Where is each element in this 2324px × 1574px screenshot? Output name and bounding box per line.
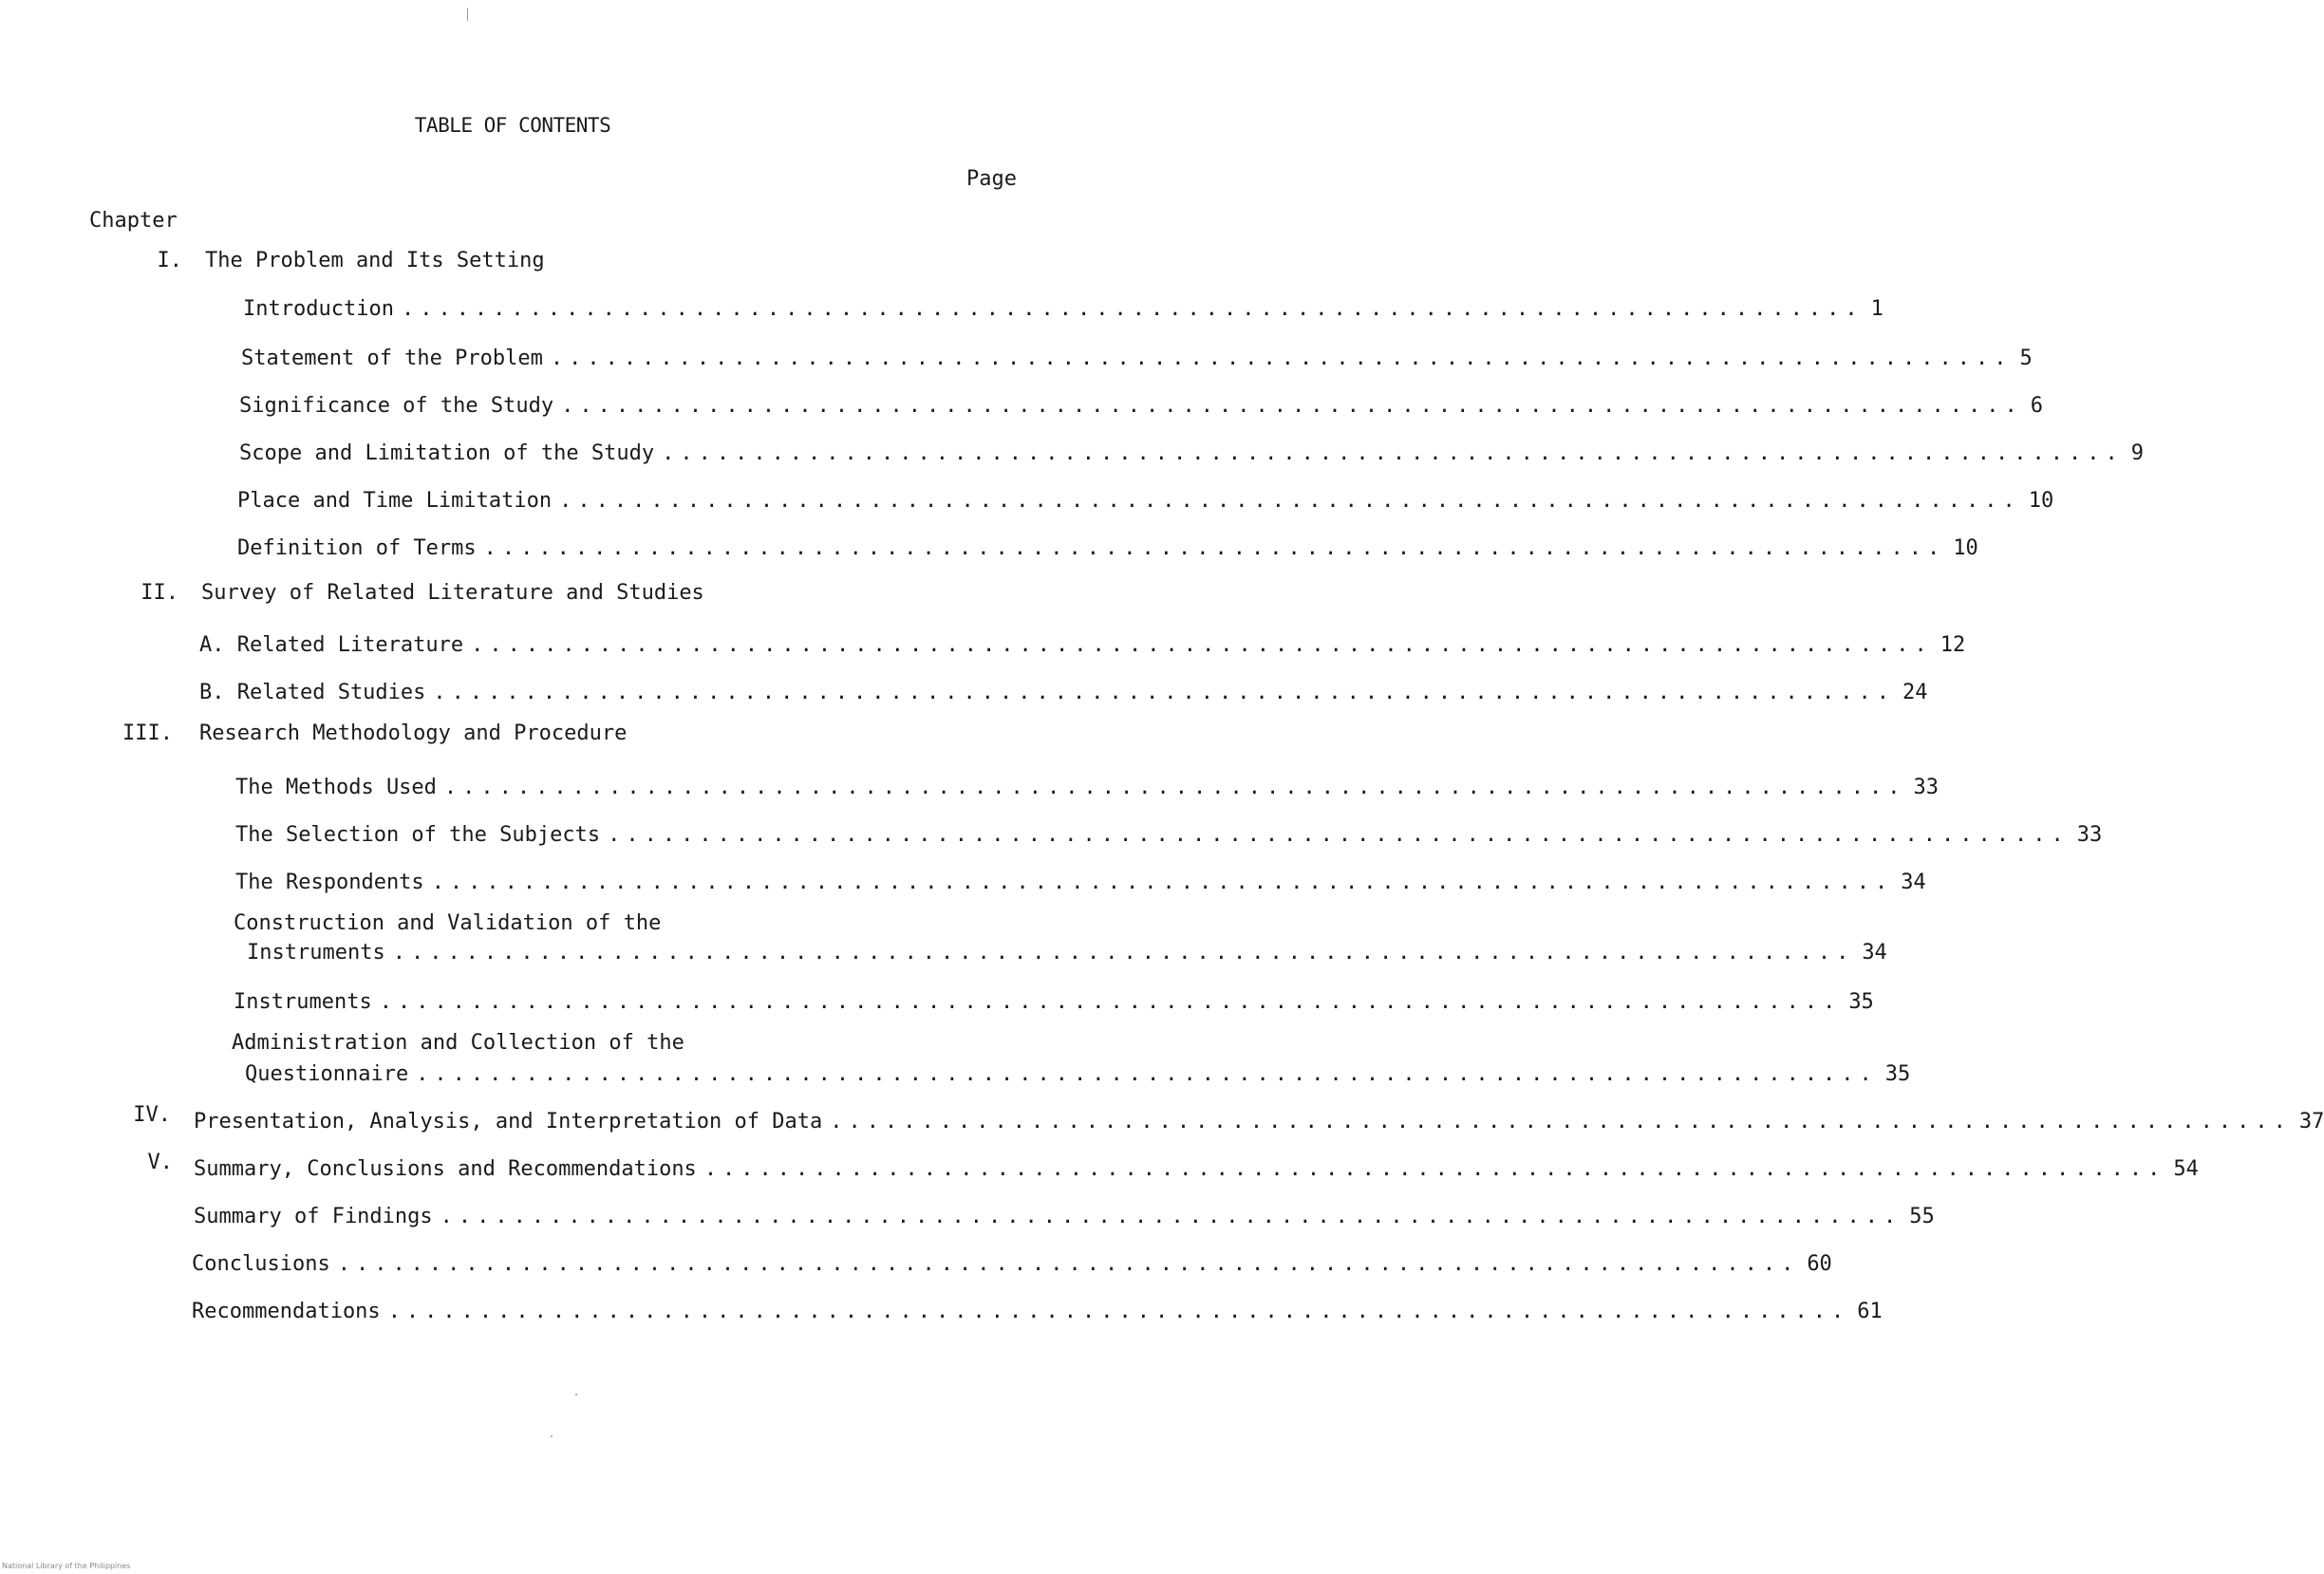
toc-entry[interactable] (194, 1103, 2324, 1134)
toc-entry[interactable] (192, 1293, 1883, 1323)
leader-dots: ................................................................................ (608, 823, 2070, 847)
chapter-title: Research Methodology and Procedure (199, 721, 628, 745)
toc-entry-label: Statement of the Problem (241, 347, 543, 370)
toc-entry[interactable] (237, 530, 1978, 560)
toc-entry-page: 10 (2028, 489, 2054, 513)
toc-entry[interactable] (245, 1056, 1911, 1086)
toc-entry[interactable] (192, 1246, 1832, 1276)
leader-dots: ................................................................................ (559, 489, 2021, 513)
toc-entry-label: The Respondents (235, 871, 424, 894)
toc-entry-page: 5 (2019, 347, 2033, 370)
toc-entry[interactable] (239, 387, 2043, 418)
toc-entry-label: Place and Time Limitation (237, 489, 553, 513)
leader-dots: ................................................................................ (483, 536, 1946, 560)
leader-dots: ................................................................................ (703, 1157, 2166, 1181)
toc-entry[interactable] (199, 674, 1928, 704)
toc-entry[interactable] (243, 290, 1884, 321)
toc-entry-label: Recommendations (192, 1300, 381, 1323)
chapter-title: Presentation, Analysis, and Interpretation of Data (194, 1110, 823, 1134)
scan-mark (551, 1435, 553, 1437)
toc-entry-page: 54 (2173, 1157, 2199, 1181)
toc-entry-label: Instruments (247, 941, 385, 965)
leader-dots: ................................................................................ (443, 776, 1906, 799)
toc-entry-page: 34 (1862, 941, 1887, 965)
toc-entry-label: Instruments (234, 990, 372, 1014)
toc-entry-page: 35 (1848, 990, 1874, 1014)
chapter-numeral: II. (141, 581, 178, 605)
toc-entry[interactable] (235, 769, 1940, 799)
leader-dots: ................................................................................ (662, 441, 2124, 465)
toc-entry-page: 60 (1807, 1252, 1832, 1276)
toc-entry[interactable] (241, 340, 2033, 370)
page-title: TABLE OF CONTENTS (414, 114, 611, 137)
chapter-numeral: III. (122, 721, 173, 745)
toc-entry-label: A. Related Literature (199, 633, 464, 657)
leader-dots: ................................................................................ (550, 347, 2013, 370)
chapter-numeral: V. (147, 1151, 173, 1174)
toc-entry-label-line1: Construction and Validation of the (234, 911, 662, 935)
toc-entry[interactable] (234, 984, 1874, 1014)
leader-dots: ................................................................................ (392, 941, 1855, 965)
scan-mark (575, 1394, 577, 1396)
toc-entry[interactable] (235, 816, 2103, 847)
chapter-numeral: I. (157, 249, 182, 272)
toc-entry-page: 10 (1953, 536, 1978, 560)
toc-entry-label-line1: Administration and Collection of the (232, 1031, 684, 1055)
toc-entry-page: 37 (2298, 1110, 2324, 1134)
chapter-title: The Problem and Its Setting (205, 249, 545, 272)
leader-dots: ................................................................................ (471, 633, 1933, 657)
toc-entry-page: 55 (1909, 1205, 1935, 1228)
leader-dots: ................................................................................ (431, 871, 1894, 894)
leader-dots: ................................................................................ (401, 297, 1864, 321)
toc-entry-page: 9 (2130, 441, 2144, 465)
toc-entry-page: 33 (1913, 776, 1940, 799)
toc-entry[interactable] (237, 482, 2054, 513)
chapter-column-header: Chapter (89, 209, 178, 233)
chapter-numeral: IV. (133, 1103, 171, 1127)
toc-entry-page: 24 (1902, 681, 1928, 704)
leader-dots: ................................................................................ (416, 1062, 1878, 1086)
toc-entry-label: Significance of the Study (239, 394, 554, 418)
toc-entry-page: 6 (2030, 394, 2043, 418)
toc-entry[interactable] (199, 627, 1966, 657)
toc-entry-label: The Methods Used (235, 776, 437, 799)
toc-entry-label: Questionnaire (245, 1062, 409, 1086)
leader-dots: ................................................................................ (337, 1252, 1800, 1276)
toc-entry[interactable] (247, 934, 1887, 965)
toc-entry[interactable] (194, 1198, 1935, 1228)
leader-dots: ................................................................................ (561, 394, 2023, 418)
scan-mark (467, 8, 468, 21)
toc-entry-label: Definition of Terms (237, 536, 477, 560)
toc-entry-label: The Selection of the Subjects (235, 823, 601, 847)
toc-entry-page: 12 (1940, 633, 1966, 657)
toc-entry-label: Scope and Limitation of the Study (239, 441, 655, 465)
toc-entry[interactable] (194, 1151, 2199, 1181)
toc-entry-label: Introduction (243, 297, 394, 321)
chapter-title: Survey of Related Literature and Studies (201, 581, 704, 605)
toc-entry[interactable] (239, 435, 2144, 465)
toc-entry-page: 61 (1857, 1300, 1883, 1323)
toc-entry-page: 35 (1884, 1062, 1911, 1086)
toc-entry-page: 34 (1901, 871, 1926, 894)
toc-entry-label: Summary of Findings (194, 1205, 433, 1228)
leader-dots: ................................................................................ (830, 1110, 2292, 1134)
leader-dots: ................................................................................ (440, 1205, 1902, 1228)
leader-dots: ................................................................................ (387, 1300, 1850, 1323)
toc-entry-label: B. Related Studies (199, 681, 426, 704)
toc-entry-page: 1 (1870, 297, 1884, 321)
toc-entry[interactable] (235, 864, 1926, 894)
page-column-header: Page (966, 167, 1017, 191)
toc-entry-label: Conclusions (192, 1252, 330, 1276)
scan-footer: National Library of the Philippines (2, 1562, 131, 1570)
leader-dots: ................................................................................ (433, 681, 1896, 704)
leader-dots: ................................................................................ (379, 990, 1842, 1014)
toc-entry-page: 33 (2076, 823, 2103, 847)
chapter-title: Summary, Conclusions and Recommendations (194, 1157, 697, 1181)
